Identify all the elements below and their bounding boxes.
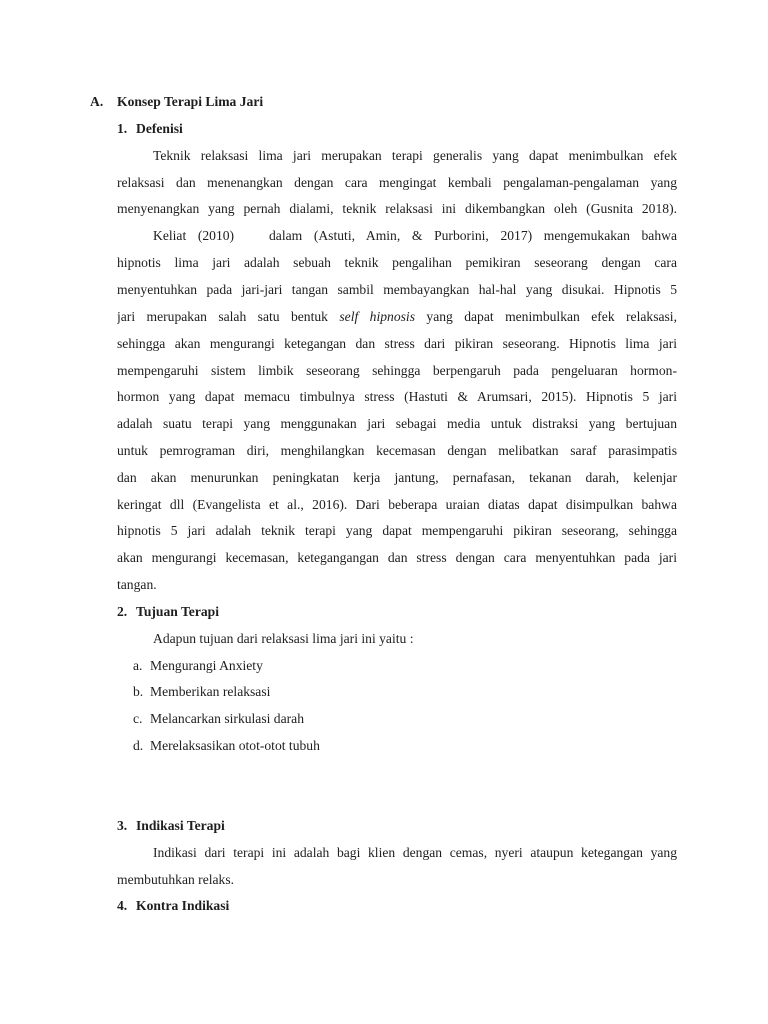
heading-1-number: 1. bbox=[117, 121, 128, 136]
paragraph-2-line: hipnotis 5 jari adalah teknik terapi yang dapat mempengaruhi pikiran seseorang, sehingga bbox=[117, 523, 677, 538]
list-item-text: Melancarkan sirkulasi darah bbox=[150, 711, 304, 726]
list-item-text: Merelaksasikan otot-otot tubuh bbox=[150, 738, 320, 753]
paragraph-3-line: Indikasi dari terapi ini adalah bagi klien dengan cemas, nyeri ataupun ketegangan yang bbox=[153, 845, 677, 860]
paragraph-2-line: mempengaruhi sistem limbik seseorang sehingga berpengaruh pada pengeluaran hormon- bbox=[117, 363, 677, 378]
paragraph-2-line: untuk pemrograman diri, menghilangkan kecemasan dengan melibatkan saraf parasimpatis bbox=[117, 443, 677, 458]
paragraph-2-text: jari merupakan salah satu bentuk bbox=[117, 309, 340, 324]
list-item-letter: b. bbox=[133, 684, 144, 699]
heading-4-number: 4. bbox=[117, 898, 128, 913]
heading-2-title: Tujuan Terapi bbox=[136, 604, 219, 619]
paragraph-2-line: sehingga akan mengurangi ketegangan dan stress dari pikiran seseorang. Hipnotis lima jari bbox=[117, 336, 677, 351]
list-item-text: Memberikan relaksasi bbox=[150, 684, 271, 699]
paragraph-2-line bbox=[117, 308, 677, 326]
paragraph-2-line: Keliat (2010) dalam (Astuti, Amin, & Purborini, 2017) mengemukakan bahwa bbox=[153, 228, 677, 243]
paragraph-2-line: hipnotis lima jari adalah sebuah teknik pengalihan pemikiran seseorang dengan cara bbox=[117, 255, 677, 270]
heading-2-number: 2. bbox=[117, 604, 128, 619]
paragraph-2-line: hormon yang dapat memacu timbulnya stress (Hastuti & Arumsari, 2015). Hipnotis 5 jari bbox=[117, 389, 677, 404]
paragraph-1-line: Teknik relaksasi lima jari merupakan terapi generalis yang dapat menimbulkan efek bbox=[153, 148, 677, 163]
italic-term: self hipnosis bbox=[339, 309, 415, 324]
list-item-letter: c. bbox=[133, 711, 143, 726]
paragraph-2-line: keringat dll (Evangelista et al., 2016). Dari beberapa uraian diatas dapat disimpulkan bahwa bbox=[117, 497, 677, 512]
heading-4-title: Kontra Indikasi bbox=[136, 898, 230, 913]
section-letter: A. bbox=[90, 94, 104, 109]
paragraph-2-text: yang dapat menimbulkan efek relaksasi, bbox=[414, 309, 677, 324]
paragraph-2-line: tangan. bbox=[117, 577, 157, 592]
heading-3-title: Indikasi Terapi bbox=[136, 818, 225, 833]
paragraph-3-line: membutuhkan relaks. bbox=[117, 872, 235, 887]
paragraph-2-line: adalah suatu terapi yang menggunakan jari sebagai media untuk distraksi yang bertujuan bbox=[117, 416, 677, 431]
list-item-text: Mengurangi Anxiety bbox=[150, 658, 263, 673]
tujuan-intro: Adapun tujuan dari relaksasi lima jari ini yaitu : bbox=[153, 631, 414, 646]
heading-3-number: 3. bbox=[117, 818, 128, 833]
list-item-letter: a. bbox=[133, 658, 143, 673]
section-title: Konsep Terapi Lima Jari bbox=[117, 94, 264, 109]
paragraph-2-line: akan mengurangi kecemasan, ketegangangan dan stress dengan cara menyentuhkan pada jari bbox=[117, 550, 677, 565]
paragraph-2-line: dan akan menurunkan peningkatan kerja jantung, pernafasan, tekanan darah, kelenjar bbox=[117, 470, 677, 485]
paragraph-2-line: menyentuhkan pada jari-jari tangan sambil membayangkan hal-hal yang disukai. Hipnotis 5 bbox=[117, 282, 677, 297]
heading-1-title: Defenisi bbox=[136, 121, 183, 136]
paragraph-1-line: relaksasi dan menenangkan dengan cara mengingat kembali pengalaman-pengalaman yang bbox=[117, 175, 677, 190]
list-item-letter: d. bbox=[133, 738, 144, 753]
paragraph-1-line: menyenangkan yang pernah dialami, teknik relaksasi ini dikembangkan oleh (Gusnita 2018). bbox=[117, 201, 677, 216]
